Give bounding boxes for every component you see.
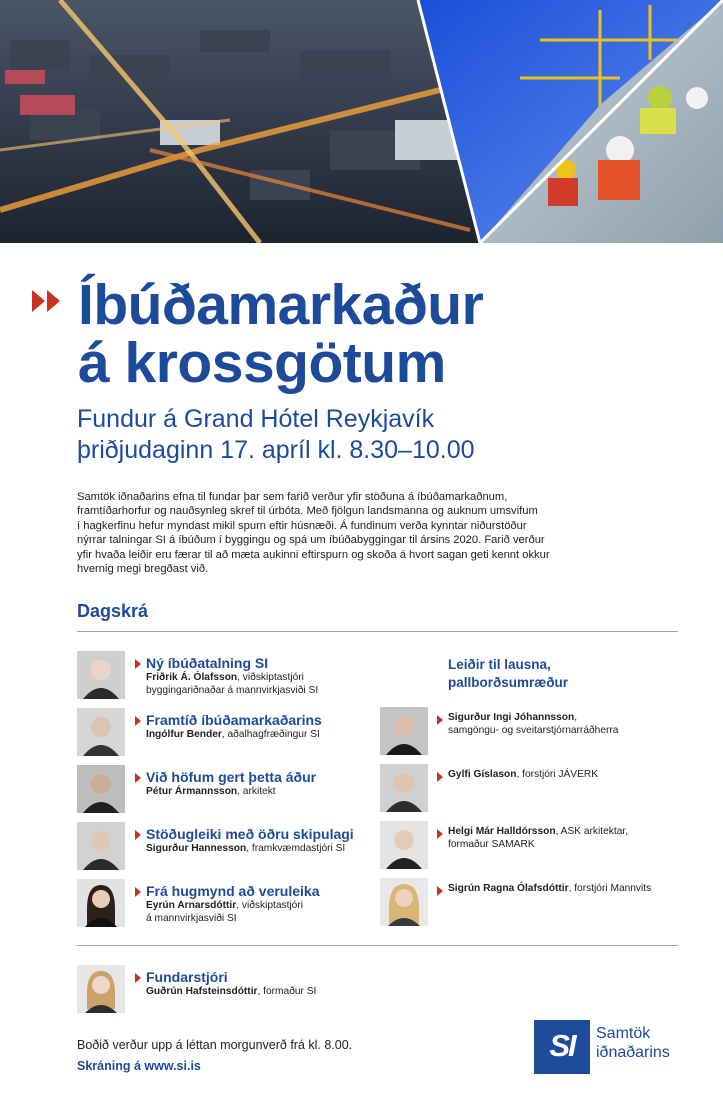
event-venue: Fundur á Grand Hótel Reykjavík <box>77 405 435 433</box>
divider <box>77 631 678 632</box>
page-title <box>78 273 484 395</box>
agenda-item <box>146 655 318 697</box>
hero-illustration <box>0 0 723 243</box>
bullet-arrow-icon <box>135 887 141 897</box>
page-title-line-2: á krossgötum <box>78 331 446 395</box>
bullet-arrow-icon <box>135 659 141 669</box>
speaker-name: Ingólfur Bender <box>146 729 222 740</box>
chair-info <box>146 986 316 999</box>
chair-name: Guðrún Hafsteinsdóttir <box>146 986 258 997</box>
agenda-item <box>146 712 322 742</box>
intro-line: yfir hvaða leiðir eru færar til að mæta aukinni eftirspurn og skoða á hvort sagan geti kennt okkur <box>77 548 550 561</box>
panelist-role: , <box>574 712 578 723</box>
chair-photo <box>77 965 125 1013</box>
panelist <box>448 883 651 896</box>
panelist <box>448 712 618 737</box>
speaker-photo <box>77 822 125 870</box>
intro-line: hvernig megi bregðast við. <box>77 563 209 576</box>
speaker-role: , viðskiptastjóri <box>236 900 304 911</box>
bullet-arrow-icon <box>437 772 443 782</box>
bullet-arrow-icon <box>437 829 443 839</box>
agenda-item-title: Stöðugleiki með öðru skipulagi <box>146 826 354 842</box>
panelist <box>448 826 628 851</box>
panelist-name: Sigrún Ragna Ólafsdóttir <box>448 883 569 894</box>
panel-heading-line-2: pallborðsumræður <box>448 675 569 690</box>
bullet-arrow-icon <box>135 830 141 840</box>
speaker-photo <box>77 651 125 699</box>
agenda-item-speaker <box>146 900 320 913</box>
bullet-arrow-icon <box>135 773 141 783</box>
agenda-item-title: Við höfum gert þetta áður <box>146 769 317 785</box>
panelist-info <box>448 826 628 839</box>
intro-line: Samtök iðnaðarins efna til fundar þar sem farið verður yfir stöðuna á íbúðamarkaðnum, <box>77 491 508 503</box>
agenda-heading: Dagskrá <box>77 601 149 621</box>
panelist-name: Sigurður Ingi Jóhannsson <box>448 712 575 723</box>
logo-line-1: Samtök <box>596 1025 651 1042</box>
divider <box>77 945 678 946</box>
si-logo <box>534 1020 684 1074</box>
panelist-role-line-2: formaður SAMARK <box>448 838 535 850</box>
agenda-item <box>146 769 316 799</box>
speaker-name: Eyrún Arnarsdóttir <box>146 900 237 911</box>
speaker-photo <box>77 765 125 813</box>
intro-line: framtíðarhorfur og nauðsynleg skref til úrbóta. Með fjölgun landsmanna og auknum umsvifum <box>77 505 538 518</box>
logo-mark <box>534 1020 590 1074</box>
double-chevron-icon <box>32 290 68 312</box>
panelist-photo <box>380 821 428 869</box>
bullet-arrow-icon <box>437 715 443 725</box>
agenda-item-speaker <box>146 729 322 742</box>
panelist-role: , forstjóri JÁVERK <box>516 769 599 780</box>
agenda-item <box>146 826 354 856</box>
bullet-arrow-icon <box>135 973 141 983</box>
panel-heading <box>448 656 568 692</box>
agenda-item <box>146 883 320 925</box>
panel-heading-line-1: Leiðir til lausna, <box>448 657 551 672</box>
panelist-photo <box>380 764 428 812</box>
agenda-item-title: Ný íbúðatalning SI <box>146 655 269 671</box>
chair-title: Fundarstjóri <box>146 969 228 985</box>
panelist-photo <box>380 878 428 926</box>
panelist-info <box>448 712 618 725</box>
bullet-arrow-icon <box>135 716 141 726</box>
speaker-role: , framkvæmdastjóri SI <box>246 843 346 854</box>
event-datetime: þriðjudaginn 17. apríl kl. 8.30–10.00 <box>77 436 475 464</box>
speaker-role: , arkitekt <box>237 786 276 797</box>
speaker-role-line-2: á mannvirkjasviði SI <box>146 912 237 924</box>
speaker-role: , viðskiptastjóri <box>237 672 304 683</box>
bullet-arrow-icon <box>437 886 443 896</box>
speaker-role-line-2: byggingariðnaðar á mannvirkjasviði SI <box>146 684 319 696</box>
speaker-photo <box>77 879 125 927</box>
panelist-name: Gylfi Gíslason <box>448 769 517 780</box>
panelist-info <box>448 883 651 896</box>
chair-role: , formaður SI <box>257 986 317 997</box>
chair-item <box>146 969 316 999</box>
panelist-role-line-2: samgöngu- og sveitarstjórnarráðherra <box>448 724 619 736</box>
agenda-item-title: Frá hugmynd að veruleika <box>146 883 320 899</box>
agenda-item-speaker <box>146 843 354 856</box>
intro-line: í hagkerfinu hefur myndast mikil spurn eftir húsnæði. Á fundinum verða kynntar niðurstöður <box>77 519 527 532</box>
panelist-info <box>448 769 598 782</box>
agenda-item-speaker <box>146 672 318 685</box>
logo-line-2: iðnaðarins <box>596 1044 670 1061</box>
agenda-item-title: Framtíð íbúðamarkaðarins <box>146 712 322 728</box>
speaker-name: Friðrik Á. Ólafsson <box>146 672 238 683</box>
event-subtitle <box>77 404 475 466</box>
intro-line: nýrrar talningar SI á íbúðum í byggingu og spá um íbúðabyggingar til ársins 2020. Farið verður <box>77 534 545 547</box>
intro-paragraph <box>77 490 597 576</box>
hero-photo-collage <box>0 0 723 243</box>
speaker-role: , aðalhagfræðingur SI <box>221 729 320 740</box>
panelist-photo <box>380 707 428 755</box>
agenda-item-speaker <box>146 786 316 799</box>
speaker-photo <box>77 708 125 756</box>
logo-mark-text: SI <box>549 1028 575 1063</box>
panelist-role: , forstjóri Mannvits <box>568 883 652 894</box>
panelist-name: Helgi Már Halldórsson <box>448 826 556 837</box>
page-title-line-1: Íbúðamarkaður <box>78 273 484 337</box>
registration-link[interactable]: Skráning á www.si.is <box>77 1059 201 1073</box>
speaker-name: Sigurður Hannesson <box>146 843 247 854</box>
panelist-role: , ASK arkitektar, <box>555 826 629 837</box>
logo-wordmark <box>596 1024 670 1062</box>
panelist <box>448 769 598 782</box>
speaker-name: Pétur Ármannsson <box>146 786 238 797</box>
breakfast-note: Boðið verður upp á léttan morgunverð frá kl. 8.00. <box>77 1038 353 1052</box>
